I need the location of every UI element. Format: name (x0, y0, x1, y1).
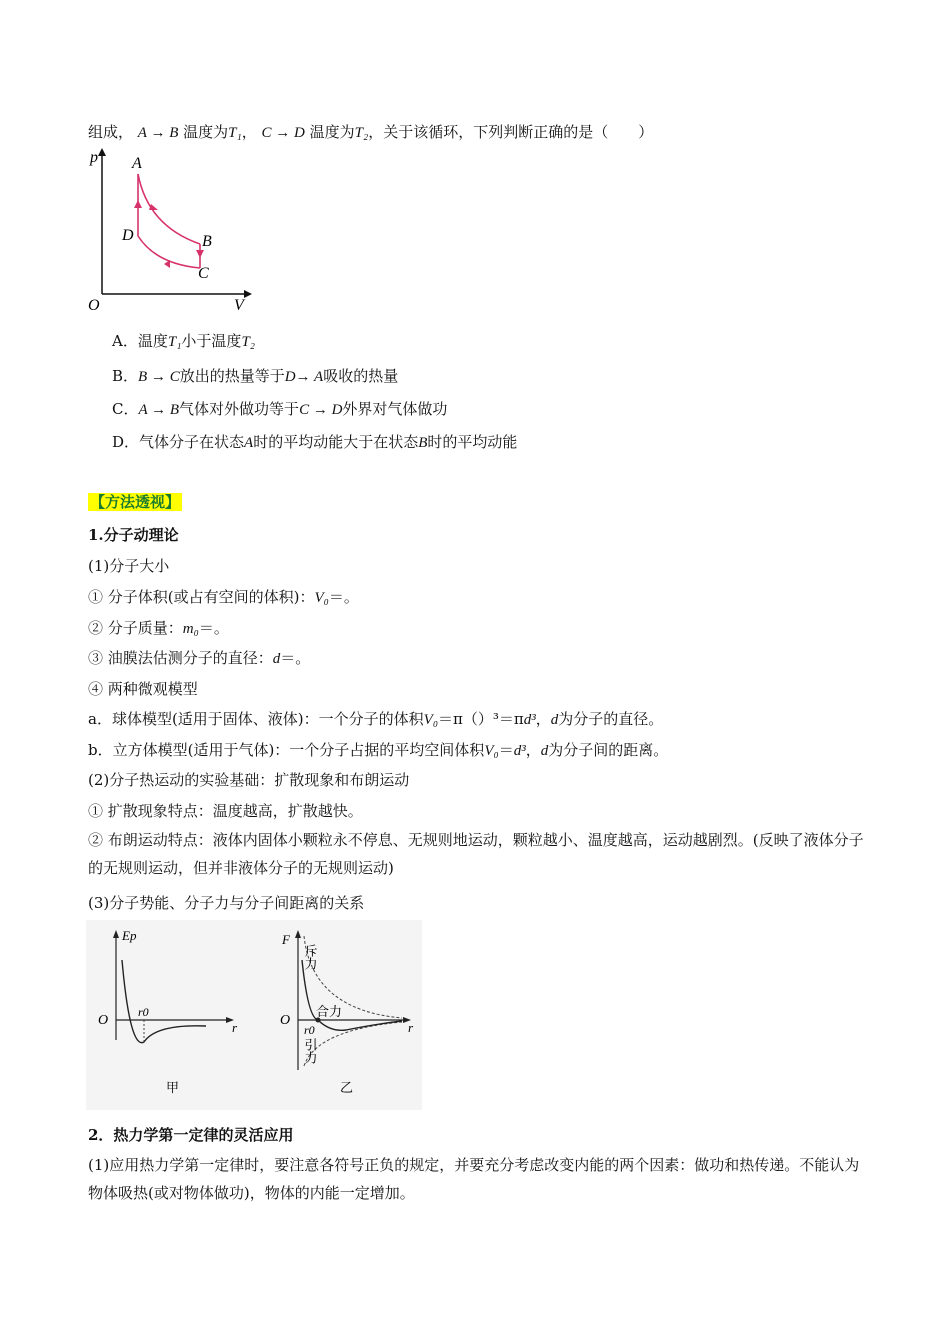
text-line: ① 分子体积(或占有空间的体积)：V₀＝。 (88, 588, 359, 606)
caption-right: 乙 (340, 1080, 354, 1095)
net-force-label: 合力 (316, 1004, 343, 1019)
text-line: b．立方体模型(适用于气体)：一个分子占据的平均空间体积V₀＝d³，d为分子间的距离。 (88, 741, 669, 759)
f-origin: O (280, 1013, 291, 1028)
question-stem: 组成， A → B 温度为T₁， C → D 温度为T₂，关于该循环，下列判断正确的是（ ） (88, 123, 654, 141)
text-line: a．球体模型(适用于固体、液体)：一个分子的体积V₀＝π（）³＝πd³，d为分子的直径。 (88, 710, 664, 728)
option-a[interactable]: A．温度T₁小于温度T₂ (112, 332, 255, 350)
text-line: (2)分子热运动的实验基础：扩散现象和布朗运动 (88, 771, 410, 789)
ep-axis-label: Ep (122, 928, 137, 943)
point-d: D (122, 227, 134, 244)
ep-r0: r0 (138, 1005, 149, 1019)
method-heading: 【方法透视】 (90, 493, 181, 511)
curve-a-b (138, 174, 200, 244)
f-r0: r0 (304, 1023, 315, 1037)
pv-axis-p: p (90, 149, 98, 166)
arrow-da (134, 200, 142, 208)
text-line: ② 分子质量：m₀＝。 (88, 619, 229, 637)
pv-origin: O (88, 297, 100, 314)
text-paragraph: (1)应用热力学第一定律时，要注意各符号正负的规定，并要充分考虑改变内能的两个因素：做功和热传递。不能认为物体吸热(或对物体做功)，物体的内能一定增加。 (88, 1156, 860, 1202)
text-line: (1)分子大小 (88, 557, 170, 575)
pv-axis-v: V (234, 297, 244, 314)
caption-left: 甲 (166, 1080, 180, 1095)
text-line: (3)分子势能、分子力与分子间距离的关系 (88, 894, 365, 912)
arrow-cd (164, 260, 170, 268)
text-line: ① 扩散现象特点：温度越高，扩散越快。 (88, 802, 363, 820)
attraction-label: 引力 (302, 1038, 318, 1064)
option-b[interactable]: B．B → C放出的热量等于D→ A吸收的热量 (112, 367, 399, 385)
arrow-bc (196, 250, 204, 258)
point-b: B (202, 233, 212, 250)
ep-origin: O (98, 1013, 109, 1028)
text-paragraph: ② 布朗运动特点：液体内固体小颗粒永不停息、无规则地运动，颗粒越小、温度越高，运动越剧烈。(反映了液体分子的无规则运动，但并非液体分子的无规则运动) (88, 831, 864, 877)
arrow-ab (149, 204, 158, 210)
text-line: ③ 油膜法估测分子的直径：d＝。 (88, 649, 311, 667)
point-c: C (198, 265, 209, 282)
pv-diagram (86, 146, 256, 314)
text-line: ④ 两种微观模型 (88, 680, 198, 698)
molecular-graphs (86, 920, 422, 1110)
f-r-label: r (408, 1020, 414, 1035)
section1-title: 1.分子动理论 (88, 526, 179, 544)
f-axis-label: F (282, 932, 290, 947)
option-d[interactable]: D．气体分子在状态A时的平均动能大于在状态B时的平均动能 (112, 433, 518, 451)
ep-r-label: r (232, 1020, 238, 1035)
repulsion-label: 斥力 (302, 944, 318, 970)
option-c[interactable]: C．A → B气体对外做功等于C → D外界对气体做功 (112, 400, 448, 418)
section2-title: 2．热力学第一定律的灵活应用 (88, 1126, 294, 1144)
point-a: A (132, 155, 142, 172)
